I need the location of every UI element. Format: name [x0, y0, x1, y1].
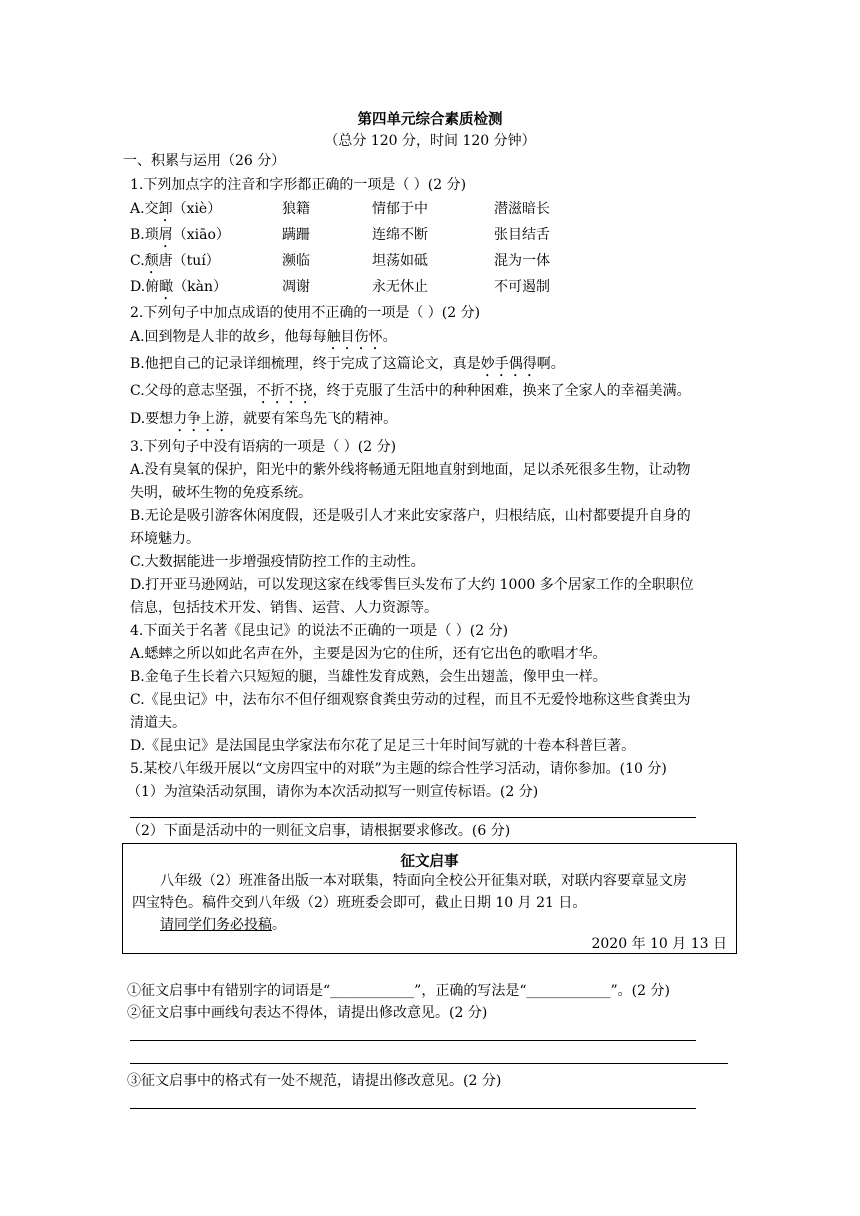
q1-a-word: A.交卸（xiè） [130, 201, 222, 217]
q1-c-c: 坦荡如砥 [372, 253, 428, 269]
notice-body-line3: 请同学们务必投稿。 [160, 917, 286, 933]
q3-option-b-line1[interactable]: B.无论是吸引游客休闲度假，还是吸引人才来此安家落户，归根结底，山村都要提升自身的 [130, 508, 691, 524]
q5-sub3: ③征文启事中的格式有一处不规范，请提出修改意见。(2 分) [127, 1073, 502, 1089]
q1-a-c: 情郁于中 [372, 201, 428, 217]
q1-d-d: 不可遏制 [494, 279, 550, 295]
q3-option-a-line1[interactable]: A.没有臭氧的保护，阳光中的紫外线将畅通无阻地直射到地面，足以杀死很多生物，让动物 [130, 462, 691, 478]
notice-date: 2020 年 10 月 13 日 [591, 936, 727, 952]
q1-b-d: 张目结舌 [494, 227, 550, 243]
q5-part2: （2）下面是活动中的一则征文启事，请根据要求修改。(6 分) [127, 823, 511, 839]
section-heading: 一、积累与运用（26 分） [123, 153, 286, 169]
q1-c-word: C.颓唐（tuí） [130, 253, 220, 269]
q4-option-b[interactable]: B.金龟子生长着六只短短的腿，当雄性发育成熟，会生出翅盖，像甲虫一样。 [130, 669, 607, 685]
q3-option-a-line2: 失明，破坏生物的免疫系统。 [130, 485, 312, 501]
q3-option-d-line2: 信息，包括技术开发、销售、运营、人力资源等。 [130, 600, 438, 616]
notice-body-line2: 四宝特色。稿件交到八年级（2）班班委会即可，截止日期 10 月 21 日。 [132, 895, 587, 911]
q5-sub2: ②征文启事中画线句表达不得体，请提出修改意见。(2 分) [127, 1005, 488, 1021]
answer-line[interactable] [130, 1040, 696, 1041]
q5-part1: （1）为渲染活动氛围，请你为本次活动拟写一则宣传标语。(2 分) [127, 784, 539, 800]
q1-c-b: 濒临 [282, 253, 310, 269]
notice-box [122, 843, 737, 954]
q2-option-d[interactable]: D.要想力争上游，就要有笨鸟先飞的精神。 [130, 411, 398, 427]
q3-option-d-line1[interactable]: D.打开亚马逊网站，可以发现这家在线零售巨头发布了大约 1000 多个居家工作的全职职位 [130, 577, 694, 593]
q4-option-c-line2: 清道夫。 [130, 715, 186, 731]
q1-c-d: 混为一体 [494, 253, 550, 269]
q1-d-b: 凋谢 [282, 279, 310, 295]
q4-option-d[interactable]: D.《昆虫记》是法国昆虫学家法布尔花了足足三十年时间写就的十卷本科普巨著。 [130, 738, 636, 754]
notice-body-line1: 八年级（2）班准备出版一本对联集，特面向全校公开征集对联，对联内容要章显文房 [160, 873, 687, 889]
notice-title: 征文启事 [400, 853, 459, 870]
q4-option-a[interactable]: A.蟋蟀之所以如此名声在外，主要是因为它的住所，还有它出色的歌唱才华。 [130, 646, 607, 662]
q1-b-b: 蹒跚 [282, 227, 310, 243]
q1-a-d: 潜滋暗长 [494, 201, 550, 217]
q2-stem: 2.下列句子中加点成语的使用不正确的一项是（ ）(2 分) [130, 305, 481, 321]
q1-b-word: B.琐屑（xiāo） [130, 227, 230, 243]
answer-line[interactable] [130, 1108, 696, 1109]
answer-line[interactable] [130, 1063, 728, 1064]
q4-option-c-line1[interactable]: C.《昆虫记》中，法布尔不但仔细观察食粪虫劳动的过程，而且不无爱怜地称这些食粪虫为 [130, 692, 691, 708]
q1-d-word: D.俯瞰（kàn） [130, 279, 228, 295]
q2-option-a[interactable]: A.回到物是人非的故乡，他每每触目伤怀。 [130, 329, 397, 345]
q1-b-c: 连绵不断 [372, 227, 428, 243]
page-title: 第四单元综合素质检测 [357, 111, 503, 128]
q1-a-b: 狼籍 [282, 201, 310, 217]
q3-option-b-line2: 环境魅力。 [130, 531, 200, 547]
q4-stem: 4.下面关于名著《昆虫记》的说法不正确的一项是（ ）(2 分) [130, 623, 509, 639]
q1-d-c: 永无休止 [372, 279, 428, 295]
q1-stem: 1.下列加点字的注音和字形都正确的一项是（ ）(2 分) [130, 177, 467, 193]
q2-option-c[interactable]: C.父母的意志坚强，不折不挠，终于克服了生活中的种种困难，换来了全家人的幸福美满。 [130, 383, 691, 399]
q5-stem: 5.某校八年级开展以“文房四宝中的对联”为主题的综合性学习活动，请你参加。(10 分) [130, 761, 667, 777]
underlined-sentence: 请同学们务必投稿 [160, 917, 272, 933]
q3-stem: 3.下列句子中没有语病的一项是（ ）(2 分) [130, 439, 397, 455]
page-subtitle: （总分 120 分，时间 120 分钟） [324, 133, 536, 149]
q5-sub1: ①征文启事中有错别字的词语是“____________”，正确的写法是“____________”。(2 分) [127, 983, 670, 999]
q3-option-c[interactable]: C.大数据能进一步增强疫情防控工作的主动性。 [130, 554, 425, 570]
q2-option-b[interactable]: B.他把自己的记录详细梳理，终于完成了这篇论文，真是妙手偶得啊。 [130, 356, 565, 372]
answer-line[interactable] [130, 817, 696, 818]
